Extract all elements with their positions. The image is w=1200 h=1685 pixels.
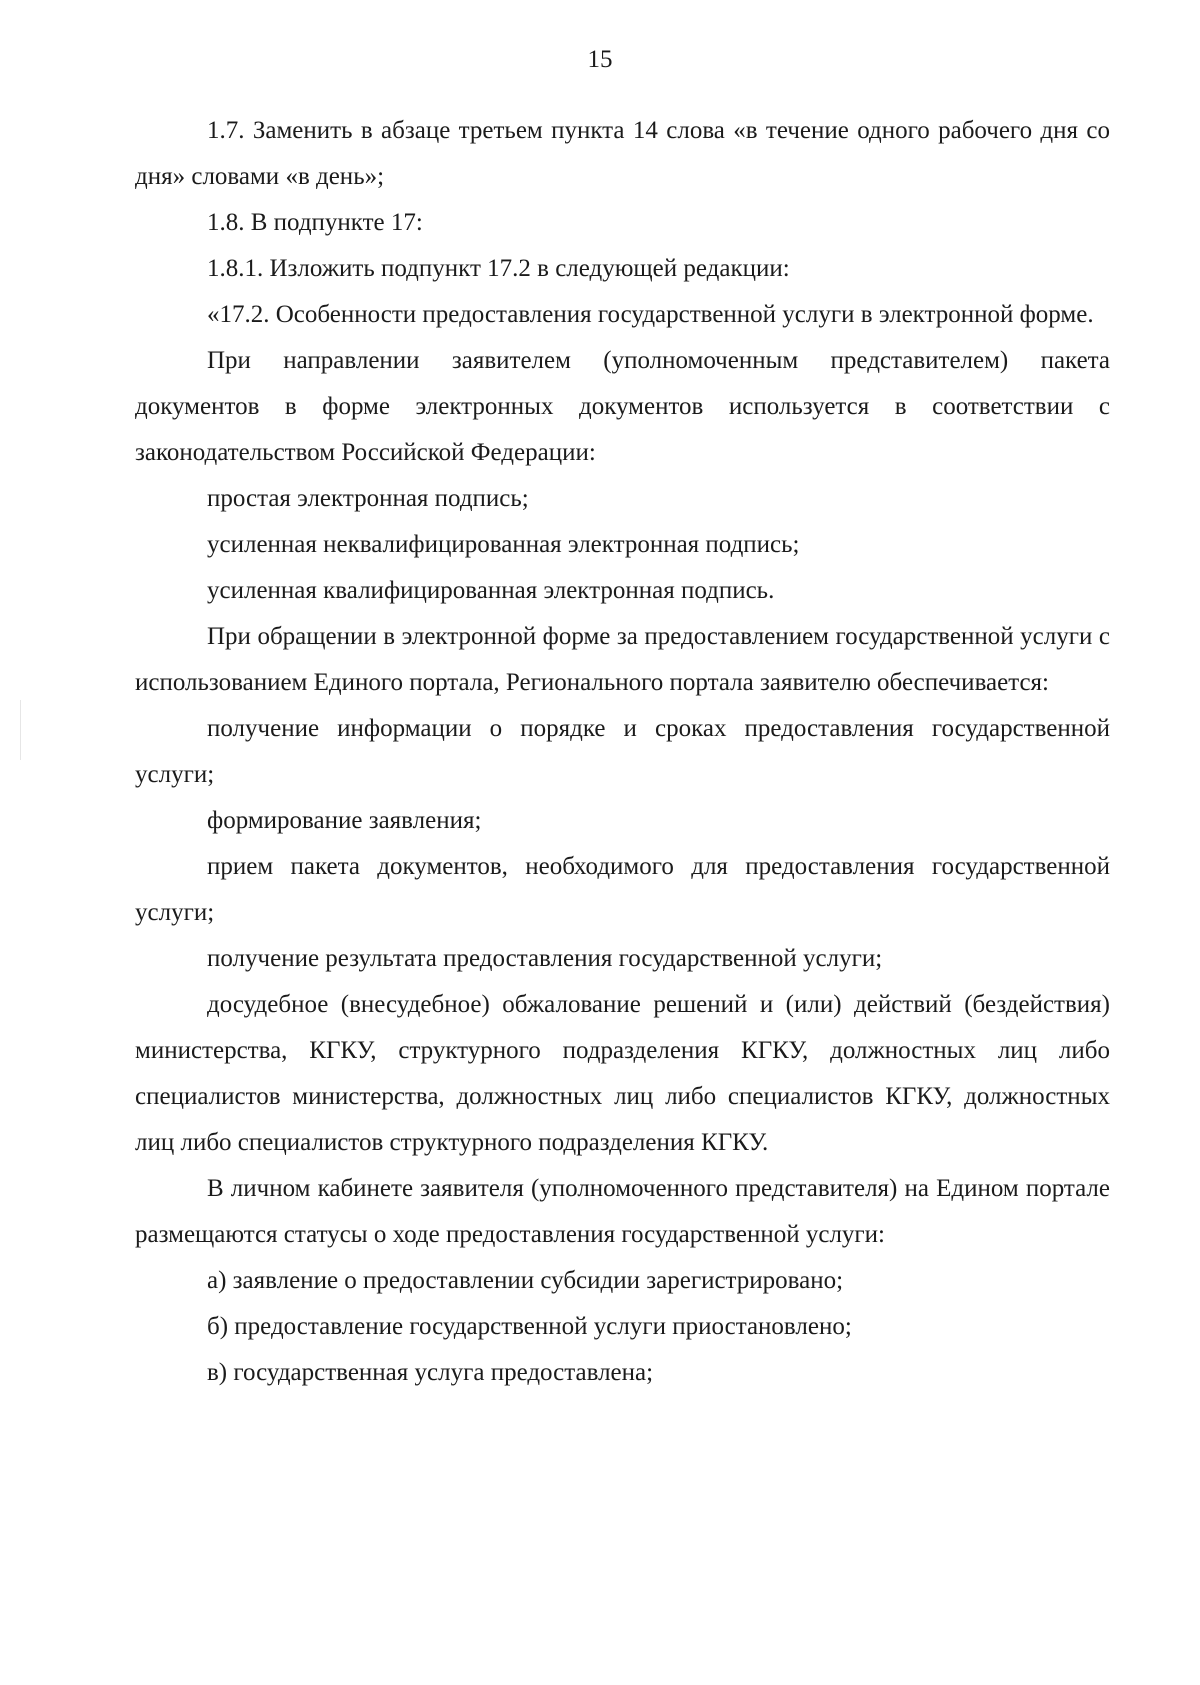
list-item-information: получение информации о порядке и сроках предоставления государственной услуги;	[135, 715, 1110, 788]
paragraph-1-8-1: 1.8.1. Изложить подпункт 17.2 в следующей редакции:	[207, 255, 790, 282]
scan-artifact	[20, 700, 21, 760]
paragraph-personal-account: В личном кабинете заявителя (уполномоченного представителя) на Едином портале размещаются статусы о ходе предоставления государственной услуги:	[135, 1175, 1110, 1248]
paragraph-17-2-heading: «17.2. Особенности предоставления государственной услуги в электронной форме.	[207, 301, 1094, 328]
document-body	[135, 108, 1110, 1396]
list-item-documents: прием пакета документов, необходимого для предоставления государственной услуги;	[135, 853, 1110, 926]
paragraph-portal-intro: При обращении в электронной форме за предоставлением государственной услуги с использованием Единого портала, Регионального портала заявителю обеспечивается:	[135, 623, 1110, 696]
paragraph-1-7: 1.7. Заменить в абзаце третьем пункта 14 слова «в течение одного рабочего дня со дня» словами «в день»;	[135, 117, 1110, 190]
status-item-a: а) заявление о предоставлении субсидии зарегистрировано;	[207, 1267, 844, 1294]
status-item-c: в) государственная услуга предоставлена;	[207, 1359, 654, 1386]
list-item-result: получение результата предоставления государственной услуги;	[207, 945, 883, 972]
paragraph-signature-intro: При направлении заявителем (уполномоченным представителем) пакета документов в форме электронных документов используется в соответствии с законодательством Российской Федерации:	[135, 347, 1110, 466]
list-item-appeal: досудебное (внесудебное) обжалование решений и (или) действий (бездействия) министерства, КГКУ, структурного подразделения КГКУ, должностных лиц либо специалистов министерства, должностных лиц либо специалистов КГКУ, должностных лиц либо специалистов структурного подразделения КГКУ.	[135, 991, 1110, 1156]
list-item-application: формирование заявления;	[207, 807, 482, 834]
status-item-b: б) предоставление государственной услуги приостановлено;	[207, 1313, 852, 1340]
list-item-simple-signature: простая электронная подпись;	[207, 485, 529, 512]
list-item-qualified-signature: усиленная квалифицированная электронная подпись.	[207, 577, 775, 604]
paragraph-1-8: 1.8. В подпункте 17:	[207, 209, 423, 236]
list-item-unqualified-signature: усиленная неквалифицированная электронная подпись;	[207, 531, 800, 558]
page-number: 15	[587, 46, 613, 73]
